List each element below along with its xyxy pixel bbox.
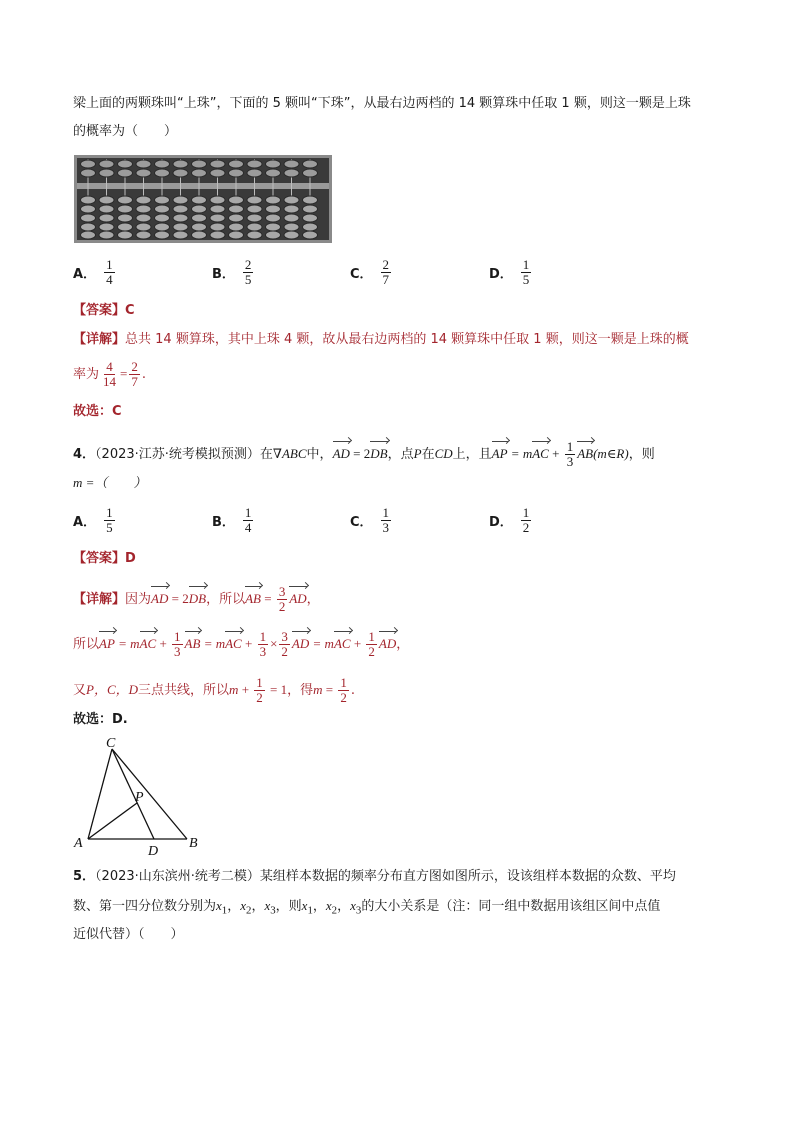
q5-stem-line1: 5．（2023·山东滨州·统考二模）某组样本数据的频率分布直方图如图所示，设该组样本数据的众数、平均 <box>73 869 676 884</box>
label-d: D <box>148 844 159 859</box>
q3-stem-line2: 的概率为（ ） <box>73 124 178 139</box>
q3-answer: 【答案】C <box>73 303 135 318</box>
segment-cd <box>112 749 154 839</box>
q4-conclusion: 故选：D. <box>73 712 128 727</box>
q4-choice-c[interactable]: C． $\frac{1}{3}$ <box>350 505 390 535</box>
label-b: B <box>189 836 198 851</box>
q4-choice-b[interactable]: B． $\frac{1}{4}$ <box>212 505 252 535</box>
edge-cb <box>112 749 187 839</box>
q3-choice-a[interactable]: A． $\frac{1}{4}$ <box>73 257 113 287</box>
q3-detail-line1: 【详解】总共 14 颗算珠，其中上珠 4 颗，故从最右边两档的 14 颗算珠中任取 1 颗，则这一颗是上珠的概 <box>73 332 689 347</box>
abacus-image <box>74 155 332 243</box>
label-p: P <box>135 790 144 805</box>
q3-choice-c[interactable]: C． $\frac{2}{7}$ <box>350 257 390 287</box>
q4-stem-line2: m =（ ） <box>73 475 147 490</box>
q3-detail-line2: 率为 $\frac{4}{14}$ = $\frac{2}{7}$ . <box>73 359 146 389</box>
q3-choice-d[interactable]: D． $\frac{1}{5}$ <box>489 257 530 287</box>
segment-ap <box>88 803 137 839</box>
label-c: C <box>106 736 116 751</box>
q4-detail-line2: 所以AP = mAC + $\frac{1}{3}$ AB = mAC + $\frac{1}{3}$ × $\frac{3}{2}$ AD = mAC + $\frac{1}{2}$ AD， <box>73 629 410 659</box>
label-a: A <box>74 836 83 851</box>
q3-choice-b[interactable]: B． $\frac{2}{5}$ <box>212 257 252 287</box>
q5-stem-line3: 近似代替）（ ） <box>73 927 184 942</box>
q3-stem-line1: 梁上面的两颗珠叫“上珠”，下面的 5 颗叫“下珠”，从最右边两档的 14 颗算珠中任取 1 颗，则这一颗是上珠 <box>73 96 691 111</box>
q4-choice-a[interactable]: A． $\frac{1}{5}$ <box>73 505 113 535</box>
edge-ca <box>88 749 112 839</box>
q4-detail-line3: 又P，C，D三点共线，所以m + $\frac{1}{2}$ = 1，得m = $\frac{1}{2}$ . <box>73 675 356 705</box>
q4-detail-line1: 【详解】因为AD = 2DB，所以AB = $\frac{3}{2}$ AD， <box>73 584 320 614</box>
q4-choice-d[interactable]: D． $\frac{1}{2}$ <box>489 505 530 535</box>
q3-conclusion: 故选：C <box>73 404 122 419</box>
q5-stem-line2: 数、第一四分位数分别为$x_1$，$x_2$，$x_3$，则$x_1$，$x_2$，$x_3$的大小关系是（注：同一组中数据用该组区间中点值 <box>73 898 661 917</box>
q4-answer: 【答案】D <box>73 551 136 566</box>
q4-stem-line1: 4．（2023·江苏·统考模拟预测）在∇ABC中，AD = 2DB，点P在CD上，且AP = mAC + $\frac{1}{3}$ AB(m∈R)，则 <box>73 439 655 469</box>
triangle-figure <box>70 735 210 860</box>
